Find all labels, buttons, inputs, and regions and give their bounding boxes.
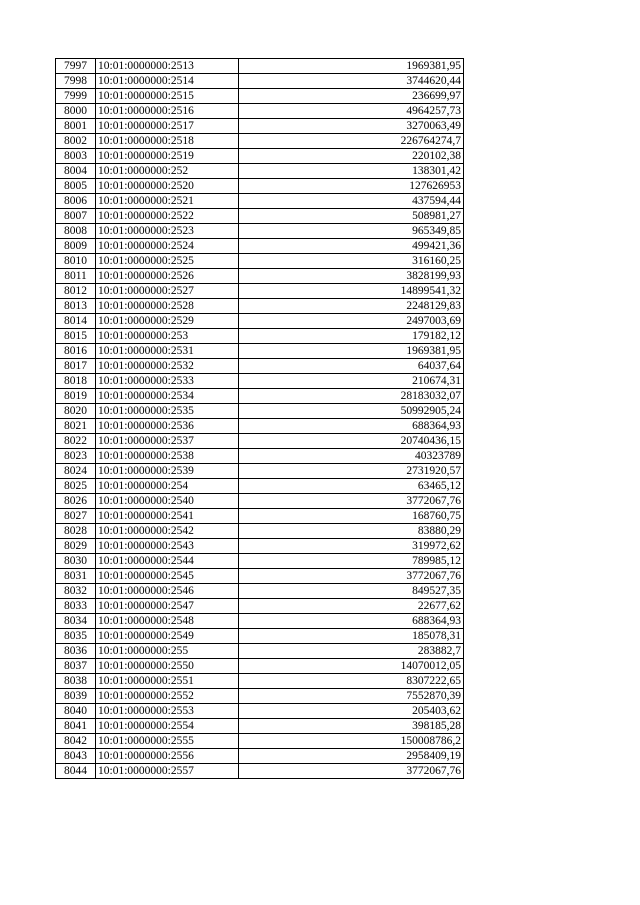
cadastral-value-cell: 50992905,24 xyxy=(239,404,464,419)
cadastral-value-cell: 226764274,7 xyxy=(239,134,464,149)
table-row xyxy=(56,764,464,779)
table-row xyxy=(56,479,464,494)
row-number-cell: 8028 xyxy=(56,524,96,539)
row-number-cell: 8024 xyxy=(56,464,96,479)
cadastral-number-cell: 10:01:0000000:2555 xyxy=(96,734,239,749)
cadastral-value-cell: 508981,27 xyxy=(239,209,464,224)
table-row xyxy=(56,269,464,284)
cadastral-number-cell: 10:01:0000000:2522 xyxy=(96,209,239,224)
cadastral-value-cell: 179182,12 xyxy=(239,329,464,344)
row-number-cell: 8041 xyxy=(56,719,96,734)
cadastral-number-cell: 10:01:0000000:2520 xyxy=(96,179,239,194)
cadastral-value-cell: 499421,36 xyxy=(239,239,464,254)
cadastral-number-cell: 10:01:0000000:2547 xyxy=(96,599,239,614)
row-number-cell: 8013 xyxy=(56,299,96,314)
table-row xyxy=(56,734,464,749)
row-number-cell: 8000 xyxy=(56,104,96,119)
table-row xyxy=(56,659,464,674)
row-number-cell: 8012 xyxy=(56,284,96,299)
cadastral-value-cell: 849527,35 xyxy=(239,584,464,599)
row-number-cell: 8023 xyxy=(56,449,96,464)
cadastral-value-cell: 205403,62 xyxy=(239,704,464,719)
row-number-cell: 8009 xyxy=(56,239,96,254)
cadastral-number-cell: 10:01:0000000:2518 xyxy=(96,134,239,149)
cadastral-number-cell: 10:01:0000000:2549 xyxy=(96,629,239,644)
cadastral-number-cell: 10:01:0000000:2542 xyxy=(96,524,239,539)
cadastral-value-cell: 210674,31 xyxy=(239,374,464,389)
table-row xyxy=(56,674,464,689)
cadastral-value-cell: 1969381,95 xyxy=(239,59,464,74)
cadastral-number-cell: 10:01:0000000:253 xyxy=(96,329,239,344)
cadastral-value-cell: 3270063,49 xyxy=(239,119,464,134)
cadastral-value-cell: 14899541,32 xyxy=(239,284,464,299)
row-number-cell: 8044 xyxy=(56,764,96,779)
row-number-cell: 8020 xyxy=(56,404,96,419)
cadastral-number-cell: 10:01:0000000:2517 xyxy=(96,119,239,134)
cadastral-number-cell: 10:01:0000000:2525 xyxy=(96,254,239,269)
cadastral-number-cell: 10:01:0000000:2535 xyxy=(96,404,239,419)
table-row xyxy=(56,134,464,149)
cadastral-value-cell: 150008786,2 xyxy=(239,734,464,749)
table-row xyxy=(56,74,464,89)
cadastral-value-cell: 83880,29 xyxy=(239,524,464,539)
table-row xyxy=(56,629,464,644)
row-number-cell: 8019 xyxy=(56,389,96,404)
cadastral-value-cell: 2497003,69 xyxy=(239,314,464,329)
cadastral-value-cell: 22677,62 xyxy=(239,599,464,614)
table-row xyxy=(56,524,464,539)
cadastral-number-cell: 10:01:0000000:2541 xyxy=(96,509,239,524)
row-number-cell: 8018 xyxy=(56,374,96,389)
row-number-cell: 8033 xyxy=(56,599,96,614)
cadastral-number-cell: 10:01:0000000:254 xyxy=(96,479,239,494)
table-row xyxy=(56,584,464,599)
cadastral-value-cell: 398185,28 xyxy=(239,719,464,734)
cadastral-number-cell: 10:01:0000000:2554 xyxy=(96,719,239,734)
cadastral-value-cell: 316160,25 xyxy=(239,254,464,269)
row-number-cell: 8010 xyxy=(56,254,96,269)
table-row xyxy=(56,404,464,419)
table-row xyxy=(56,689,464,704)
table-row xyxy=(56,749,464,764)
cadastral-number-cell: 10:01:0000000:2514 xyxy=(96,74,239,89)
cadastral-number-cell: 10:01:0000000:2539 xyxy=(96,464,239,479)
cadastral-value-cell: 7552870,39 xyxy=(239,689,464,704)
row-number-cell: 8031 xyxy=(56,569,96,584)
row-number-cell: 7998 xyxy=(56,74,96,89)
cadastral-value-cell: 2731920,57 xyxy=(239,464,464,479)
cadastral-value-cell: 3828199,93 xyxy=(239,269,464,284)
cadastral-number-cell: 10:01:0000000:2515 xyxy=(96,89,239,104)
cadastral-number-cell: 10:01:0000000:2537 xyxy=(96,434,239,449)
row-number-cell: 8006 xyxy=(56,194,96,209)
cadastral-number-cell: 10:01:0000000:2526 xyxy=(96,269,239,284)
table-row xyxy=(56,89,464,104)
table-row xyxy=(56,494,464,509)
row-number-cell: 8032 xyxy=(56,584,96,599)
row-number-cell: 8021 xyxy=(56,419,96,434)
table-row xyxy=(56,329,464,344)
cadastral-value-cell: 437594,44 xyxy=(239,194,464,209)
table-row xyxy=(56,254,464,269)
table-row xyxy=(56,119,464,134)
row-number-cell: 8025 xyxy=(56,479,96,494)
row-number-cell: 8002 xyxy=(56,134,96,149)
table-row xyxy=(56,539,464,554)
cadastral-number-cell: 10:01:0000000:2552 xyxy=(96,689,239,704)
cadastral-number-cell: 10:01:0000000:2540 xyxy=(96,494,239,509)
cadastral-value-cell: 3772067,76 xyxy=(239,764,464,779)
row-number-cell: 8039 xyxy=(56,689,96,704)
cadastral-number-cell: 10:01:0000000:2531 xyxy=(96,344,239,359)
cadastral-value-cell: 688364,93 xyxy=(239,614,464,629)
row-number-cell: 8038 xyxy=(56,674,96,689)
row-number-cell: 8015 xyxy=(56,329,96,344)
table-row xyxy=(56,239,464,254)
table-row xyxy=(56,599,464,614)
row-number-cell: 8034 xyxy=(56,614,96,629)
cadastral-number-cell: 10:01:0000000:2532 xyxy=(96,359,239,374)
cadastral-value-cell: 28183032,07 xyxy=(239,389,464,404)
table-row xyxy=(56,554,464,569)
cadastral-value-cell: 3772067,76 xyxy=(239,494,464,509)
row-number-cell: 8030 xyxy=(56,554,96,569)
cadastral-number-cell: 10:01:0000000:2534 xyxy=(96,389,239,404)
cadastral-value-cell: 138301,42 xyxy=(239,164,464,179)
row-number-cell: 8027 xyxy=(56,509,96,524)
row-number-cell: 8011 xyxy=(56,269,96,284)
row-number-cell: 7997 xyxy=(56,59,96,74)
cadastral-number-cell: 10:01:0000000:2556 xyxy=(96,749,239,764)
cadastral-number-cell: 10:01:0000000:2524 xyxy=(96,239,239,254)
cadastral-number-cell: 10:01:0000000:255 xyxy=(96,644,239,659)
row-number-cell: 8001 xyxy=(56,119,96,134)
table-row xyxy=(56,59,464,74)
table-row xyxy=(56,344,464,359)
table-row xyxy=(56,614,464,629)
cadastral-value-cell: 185078,31 xyxy=(239,629,464,644)
cadastral-number-cell: 10:01:0000000:2523 xyxy=(96,224,239,239)
row-number-cell: 8008 xyxy=(56,224,96,239)
table-row xyxy=(56,164,464,179)
table-row xyxy=(56,569,464,584)
cadastral-value-cell: 319972,62 xyxy=(239,539,464,554)
row-number-cell: 8014 xyxy=(56,314,96,329)
cadastral-number-cell: 10:01:0000000:2521 xyxy=(96,194,239,209)
cadastral-value-cell: 2248129,83 xyxy=(239,299,464,314)
cadastral-value-cell: 283882,7 xyxy=(239,644,464,659)
cadastral-value-cell: 127626953 xyxy=(239,179,464,194)
cadastral-number-cell: 10:01:0000000:2538 xyxy=(96,449,239,464)
cadastral-number-cell: 10:01:0000000:2543 xyxy=(96,539,239,554)
cadastral-number-cell: 10:01:0000000:2551 xyxy=(96,674,239,689)
table-body xyxy=(56,59,464,779)
cadastral-value-cell: 168760,75 xyxy=(239,509,464,524)
cadastral-number-cell: 10:01:0000000:2557 xyxy=(96,764,239,779)
cadastral-value-cell: 63465,12 xyxy=(239,479,464,494)
row-number-cell: 8029 xyxy=(56,539,96,554)
row-number-cell: 8022 xyxy=(56,434,96,449)
cadastral-number-cell: 10:01:0000000:2513 xyxy=(96,59,239,74)
cadastral-number-cell: 10:01:0000000:2548 xyxy=(96,614,239,629)
row-number-cell: 8035 xyxy=(56,629,96,644)
row-number-cell: 8040 xyxy=(56,704,96,719)
cadastral-value-cell: 40323789 xyxy=(239,449,464,464)
cadastral-value-cell: 14070012,05 xyxy=(239,659,464,674)
cadastral-number-cell: 10:01:0000000:2553 xyxy=(96,704,239,719)
row-number-cell: 8003 xyxy=(56,149,96,164)
table-row xyxy=(56,719,464,734)
cadastral-value-cell: 688364,93 xyxy=(239,419,464,434)
cadastral-number-cell: 10:01:0000000:2528 xyxy=(96,299,239,314)
table-row xyxy=(56,284,464,299)
table-row xyxy=(56,509,464,524)
table-row xyxy=(56,314,464,329)
table-row xyxy=(56,464,464,479)
cadastral-number-cell: 10:01:0000000:2546 xyxy=(96,584,239,599)
cadastral-value-cell: 3772067,76 xyxy=(239,569,464,584)
cadastral-value-cell: 20740436,15 xyxy=(239,434,464,449)
cadastral-number-cell: 10:01:0000000:2545 xyxy=(96,569,239,584)
row-number-cell: 8026 xyxy=(56,494,96,509)
row-number-cell: 8004 xyxy=(56,164,96,179)
cadastral-value-cell: 4964257,73 xyxy=(239,104,464,119)
cadastral-number-cell: 10:01:0000000:2533 xyxy=(96,374,239,389)
cadastral-value-cell: 64037,64 xyxy=(239,359,464,374)
table-row xyxy=(56,434,464,449)
cadastral-value-cell: 1969381,95 xyxy=(239,344,464,359)
row-number-cell: 8016 xyxy=(56,344,96,359)
row-number-cell: 8017 xyxy=(56,359,96,374)
table-row xyxy=(56,389,464,404)
table-row xyxy=(56,149,464,164)
cadastral-number-cell: 10:01:0000000:2527 xyxy=(96,284,239,299)
cadastral-number-cell: 10:01:0000000:2519 xyxy=(96,149,239,164)
cadastral-number-cell: 10:01:0000000:2516 xyxy=(96,104,239,119)
cadastral-value-cell: 2958409,19 xyxy=(239,749,464,764)
cadastral-value-cell: 220102,38 xyxy=(239,149,464,164)
row-number-cell: 8043 xyxy=(56,749,96,764)
row-number-cell: 8037 xyxy=(56,659,96,674)
table-row xyxy=(56,449,464,464)
table-row xyxy=(56,359,464,374)
row-number-cell: 7999 xyxy=(56,89,96,104)
cadastral-value-cell: 3744620,44 xyxy=(239,74,464,89)
cadastral-value-table xyxy=(55,58,464,779)
table-row xyxy=(56,194,464,209)
table-row xyxy=(56,299,464,314)
row-number-cell: 8036 xyxy=(56,644,96,659)
cadastral-value-cell: 789985,12 xyxy=(239,554,464,569)
table-row xyxy=(56,104,464,119)
row-number-cell: 8042 xyxy=(56,734,96,749)
cadastral-number-cell: 10:01:0000000:2536 xyxy=(96,419,239,434)
table-row xyxy=(56,179,464,194)
row-number-cell: 8005 xyxy=(56,179,96,194)
table-row xyxy=(56,419,464,434)
cadastral-value-cell: 8307222,65 xyxy=(239,674,464,689)
row-number-cell: 8007 xyxy=(56,209,96,224)
table-row xyxy=(56,209,464,224)
cadastral-number-cell: 10:01:0000000:2529 xyxy=(96,314,239,329)
cadastral-value-cell: 965349,85 xyxy=(239,224,464,239)
table-row xyxy=(56,704,464,719)
table-row xyxy=(56,374,464,389)
table-row xyxy=(56,644,464,659)
table-row xyxy=(56,224,464,239)
cadastral-number-cell: 10:01:0000000:2544 xyxy=(96,554,239,569)
cadastral-value-cell: 236699,97 xyxy=(239,89,464,104)
cadastral-number-cell: 10:01:0000000:252 xyxy=(96,164,239,179)
cadastral-number-cell: 10:01:0000000:2550 xyxy=(96,659,239,674)
